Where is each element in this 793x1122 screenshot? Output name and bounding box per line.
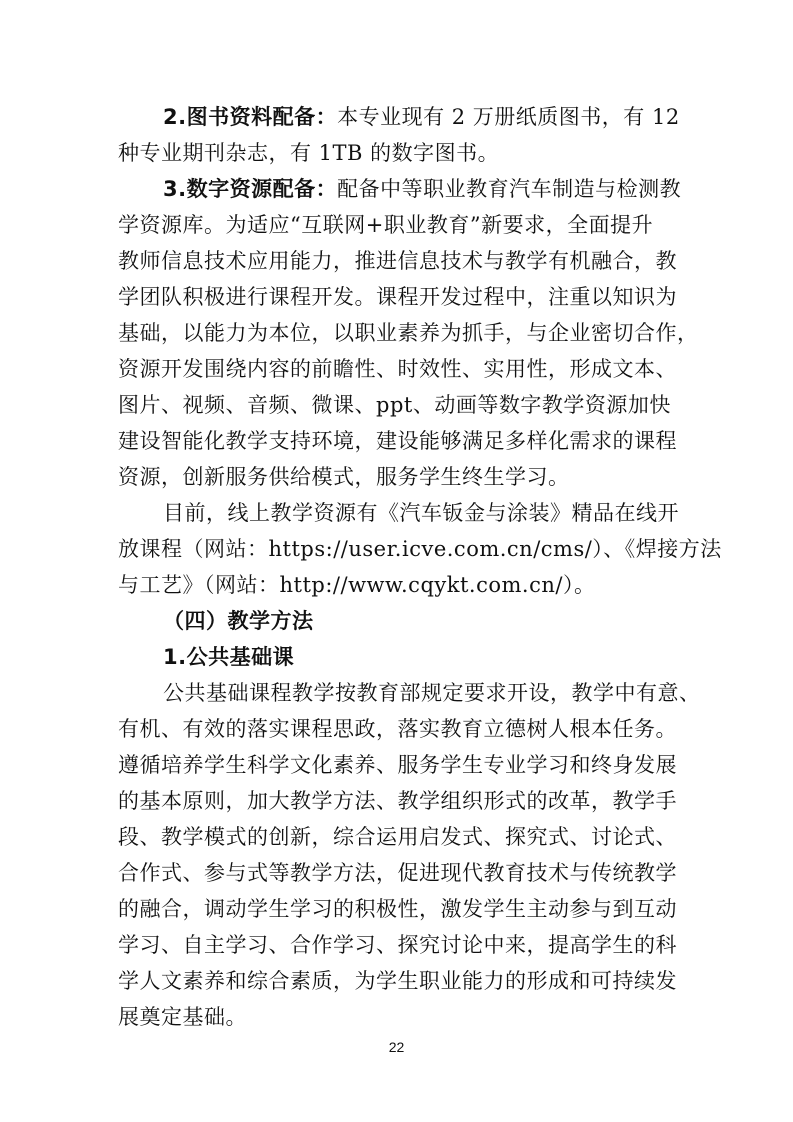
- teaching-methods-line: 有机、有效的落实课程思政，落实教育立德树人根本任务。: [118, 717, 677, 741]
- digital-paragraph-line: 资源开发围绕内容的前瞻性、时效性、实用性，形成文本、: [118, 357, 677, 381]
- books-paragraph-line-2: 种专业期刊杂志，有 1TB 的数字图书。: [118, 141, 500, 165]
- digital-paragraph-line: 学资源库。为适应“互联网+职业教育”新要求，全面提升: [118, 213, 654, 237]
- teaching-methods-line: 的基本原则，加大教学方法、教学组织形式的改革，教学手: [118, 789, 677, 813]
- digital-paragraph-line: 建设智能化教学支持环境，建设能够满足多样化需求的课程: [118, 429, 677, 453]
- books-text: 本专业现有 2 万册纸质图书，有 12: [337, 105, 680, 129]
- teaching-methods-line: 展奠定基础。: [118, 1005, 247, 1029]
- public-basic-course-heading: 1.公共基础课: [163, 645, 295, 669]
- digital-paragraph-line-1: [163, 175, 793, 203]
- teaching-methods-line: 遵循培养学生科学文化素养、服务学生专业学习和终身发展: [118, 753, 677, 777]
- teaching-methods-line: 段、教学模式的创新，综合运用启发式、探究式、讨论式、: [118, 825, 677, 849]
- digital-heading: 3.数字资源配备：: [163, 177, 338, 201]
- online-resources-line: 目前，线上教学资源有《汽车钣金与涂装》精品在线开: [163, 501, 679, 525]
- teaching-methods-line: 的融合，调动学生学习的积极性，激发学生主动参与到互动: [118, 897, 677, 921]
- teaching-methods-line: 公共基础课程教学按教育部规定要求开设，教学中有意、: [163, 681, 701, 705]
- books-heading: 2.图书资料配备：: [163, 105, 338, 129]
- digital-paragraph-line: 图片、视频、音频、微课、ppt、动画等数字教学资源加快: [118, 393, 671, 417]
- page-number: 22: [388, 1039, 405, 1055]
- teaching-methods-line: 合作式、参与式等教学方法，促进现代教育技术与传统教学: [118, 861, 677, 885]
- online-resources-line: 与工艺》（网站：http://www.cqykt.com.cn/）。: [118, 573, 596, 597]
- books-paragraph-line-1: [163, 103, 793, 131]
- online-resources-line: 放课程（网站：https://user.icve.com.cn/cms/）、《焊接方法: [118, 537, 722, 561]
- teaching-methods-heading: （四）教学方法: [163, 609, 314, 633]
- digital-paragraph-line: 基础，以能力为本位，以职业素养为抓手，与企业密切合作，: [118, 321, 699, 345]
- digital-paragraph-line: 学团队积极进行课程开发。课程开发过程中，注重以知识为: [118, 285, 677, 309]
- digital-text: 配备中等职业教育汽车制造与检测教: [337, 177, 682, 201]
- digital-paragraph-line: 资源，创新服务供给模式，服务学生终生学习。: [118, 465, 570, 489]
- digital-paragraph-line: 教师信息技术应用能力，推进信息技术与教学有机融合，教: [118, 249, 677, 273]
- teaching-methods-line: 学人文素养和综合素质，为学生职业能力的形成和可持续发: [118, 969, 677, 993]
- teaching-methods-line: 学习、自主学习、合作学习、探究讨论中来，提高学生的科: [118, 933, 677, 957]
